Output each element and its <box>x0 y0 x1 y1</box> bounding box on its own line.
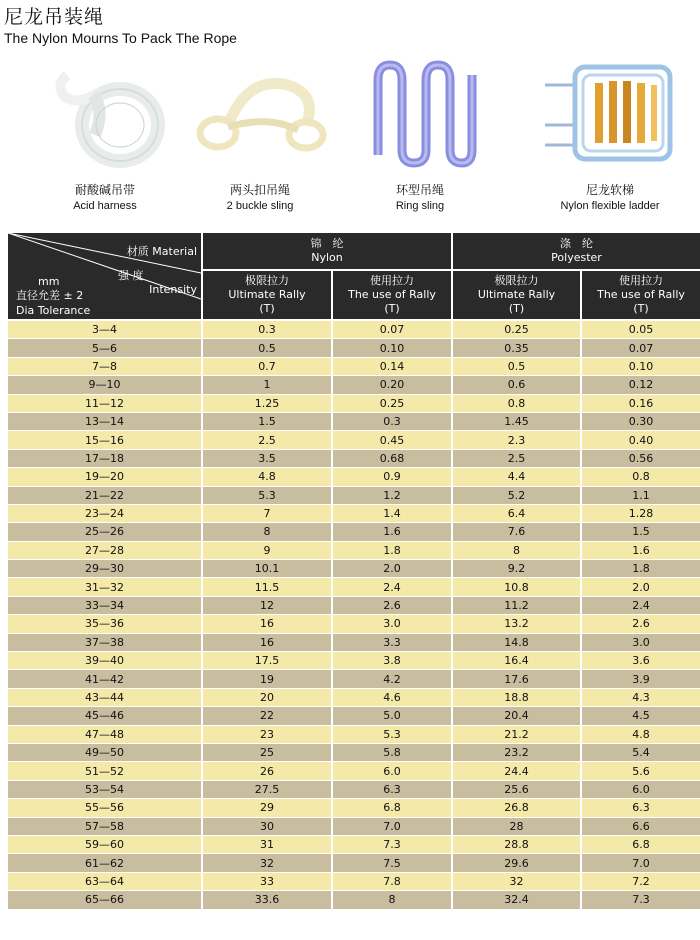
product-name-cn: 两头扣吊绳 <box>229 183 290 197</box>
nylon-use-cell: 1.2 <box>333 487 453 505</box>
table-row <box>8 799 700 817</box>
page-title-cn: 尼龙吊装绳 <box>4 6 105 28</box>
poly-use-cell: 2.6 <box>582 615 700 633</box>
product-nylon-ladder <box>520 55 700 212</box>
nylon-ultimate-cell: 16 <box>203 615 333 633</box>
table-row <box>8 634 700 652</box>
nylon-ultimate-cell: 32 <box>203 854 333 872</box>
diameter-cell: 19—20 <box>8 468 203 486</box>
diameter-cell: 7—8 <box>8 358 203 376</box>
diameter-cell: 23—24 <box>8 505 203 523</box>
nylon-use-cell: 5.8 <box>333 744 453 762</box>
product-name-en: Nylon flexible ladder <box>560 200 660 212</box>
nylon-ultimate-cell: 11.5 <box>203 578 333 596</box>
nylon-use-cell: 0.14 <box>333 358 453 376</box>
table-row <box>8 339 700 357</box>
poly-ultimate-cell: 6.4 <box>453 505 582 523</box>
ring-sling-image <box>360 55 480 173</box>
sub-cn: 使用拉力 <box>619 274 663 287</box>
nylon-ultimate-cell: 29 <box>203 799 333 817</box>
nylon-ultimate-cell: 8 <box>203 523 333 541</box>
acid-harness-image <box>45 55 165 173</box>
nylon-ultimate-cell: 25 <box>203 744 333 762</box>
table-row <box>8 560 700 578</box>
poly-ultimate-cell: 25.6 <box>453 781 582 799</box>
nylon-use-cell: 2.0 <box>333 560 453 578</box>
diameter-cell: 43—44 <box>8 689 203 707</box>
table-row <box>8 376 700 394</box>
table-row <box>8 615 700 633</box>
nylon-use-cell: 0.68 <box>333 450 453 468</box>
table-row <box>8 762 700 780</box>
poly-use-cell: 3.6 <box>582 652 700 670</box>
poly-ultimate-cell: 9.2 <box>453 560 582 578</box>
product-name-en: Ring sling <box>395 200 445 212</box>
nylon-ultimate-cell: 22 <box>203 707 333 725</box>
nylon-use-cell: 1.6 <box>333 523 453 541</box>
nylon-ultimate-cell: 0.7 <box>203 358 333 376</box>
diameter-cell: 39—40 <box>8 652 203 670</box>
table-row <box>8 450 700 468</box>
table-row <box>8 854 700 872</box>
poly-ultimate-cell: 0.5 <box>453 358 582 376</box>
table-row <box>8 431 700 449</box>
nylon-use-cell: 5.3 <box>333 726 453 744</box>
diameter-cell: 29—30 <box>8 560 203 578</box>
nylon-ultimate-cell: 20 <box>203 689 333 707</box>
table-row <box>8 542 700 560</box>
nylon-use-cell: 7.5 <box>333 854 453 872</box>
table-row <box>8 744 700 762</box>
nylon-use-cell: 6.8 <box>333 799 453 817</box>
poly-ultimate-cell: 28.8 <box>453 836 582 854</box>
poly-ultimate-cell: 2.5 <box>453 450 582 468</box>
poly-use-cell: 4.3 <box>582 689 700 707</box>
poly-use-cell: 4.5 <box>582 707 700 725</box>
mm-label: mm <box>38 275 60 288</box>
table-row <box>8 578 700 596</box>
diameter-cell: 31—32 <box>8 578 203 596</box>
product-acid-harness <box>30 55 180 212</box>
group-en: Nylon <box>311 251 343 264</box>
product-name-cn: 耐酸碱吊带 <box>74 183 135 197</box>
poly-use-cell: 2.0 <box>582 578 700 596</box>
diameter-cell: 49—50 <box>8 744 203 762</box>
sub-unit: (T) <box>259 302 275 315</box>
nylon-use-cell: 5.0 <box>333 707 453 725</box>
table-row <box>8 707 700 725</box>
page-title-en: The Nylon Mourns To Pack The Rope <box>4 30 237 46</box>
product-name-en: Acid harness <box>73 200 137 212</box>
group-cn: 涤 纶 <box>560 237 593 250</box>
table-row <box>8 891 700 909</box>
diameter-cell: 55—56 <box>8 799 203 817</box>
diameter-cell: 51—52 <box>8 762 203 780</box>
diameter-cell: 17—18 <box>8 450 203 468</box>
corner-header <box>8 233 203 321</box>
table-row <box>8 523 700 541</box>
diameter-cell: 21—22 <box>8 487 203 505</box>
poly-ultimate-cell: 2.3 <box>453 431 582 449</box>
poly-use-cell: 0.30 <box>582 413 700 431</box>
nylon-ultimate-cell: 2.5 <box>203 431 333 449</box>
group-en: Polyester <box>551 251 602 264</box>
poly-ultimate-cell: 32.4 <box>453 891 582 909</box>
poly-ultimate-cell: 8 <box>453 542 582 560</box>
nylon-ultimate-cell: 17.5 <box>203 652 333 670</box>
diameter-cell: 27—28 <box>8 542 203 560</box>
table-row <box>8 726 700 744</box>
poly-use-cell: 1.8 <box>582 560 700 578</box>
table-row <box>8 321 700 339</box>
diameter-cell: 53—54 <box>8 781 203 799</box>
poly-ultimate-cell: 13.2 <box>453 615 582 633</box>
poly-ultimate-cell: 24.4 <box>453 762 582 780</box>
intensity-cn: 强 度 <box>118 269 144 282</box>
group-cn: 锦 纶 <box>310 237 344 250</box>
nylon-use-cell: 2.4 <box>333 578 453 596</box>
sub-nylon-ultimate <box>203 271 333 321</box>
table-row <box>8 670 700 688</box>
sub-cn: 极限拉力 <box>245 274 289 287</box>
poly-ultimate-cell: 29.6 <box>453 854 582 872</box>
nylon-ultimate-cell: 4.8 <box>203 468 333 486</box>
product-name-en: 2 buckle sling <box>226 200 294 212</box>
diameter-cell: 25—26 <box>8 523 203 541</box>
nylon-ultimate-cell: 26 <box>203 762 333 780</box>
nylon-ultimate-cell: 9 <box>203 542 333 560</box>
diameter-cell: 33—34 <box>8 597 203 615</box>
group-nylon <box>203 233 453 271</box>
poly-use-cell: 6.3 <box>582 799 700 817</box>
nylon-use-cell: 0.3 <box>333 413 453 431</box>
table-row <box>8 873 700 891</box>
nylon-use-cell: 3.3 <box>333 634 453 652</box>
nylon-ultimate-cell: 0.5 <box>203 339 333 357</box>
product-name-cn: 尼龙软梯 <box>585 183 634 197</box>
buckle-sling-image <box>188 55 333 173</box>
nylon-use-cell: 7.3 <box>333 836 453 854</box>
poly-use-cell: 2.4 <box>582 597 700 615</box>
nylon-use-cell: 4.2 <box>333 670 453 688</box>
poly-use-cell: 0.10 <box>582 358 700 376</box>
poly-use-cell: 7.3 <box>582 891 700 909</box>
poly-ultimate-cell: 5.2 <box>453 487 582 505</box>
diameter-cell: 59—60 <box>8 836 203 854</box>
nylon-use-cell: 0.20 <box>333 376 453 394</box>
poly-use-cell: 0.05 <box>582 321 700 339</box>
dia-cn: 直径允差 ± 2 <box>16 289 84 302</box>
nylon-use-cell: 2.6 <box>333 597 453 615</box>
nylon-use-cell: 8 <box>333 891 453 909</box>
nylon-ultimate-cell: 12 <box>203 597 333 615</box>
poly-use-cell: 0.8 <box>582 468 700 486</box>
sub-poly-ultimate <box>453 271 582 321</box>
poly-use-cell: 7.0 <box>582 854 700 872</box>
nylon-use-cell: 3.8 <box>333 652 453 670</box>
table-row <box>8 487 700 505</box>
poly-ultimate-cell: 0.25 <box>453 321 582 339</box>
nylon-ultimate-cell: 1.5 <box>203 413 333 431</box>
sub-unit: (T) <box>633 302 649 315</box>
nylon-use-cell: 1.4 <box>333 505 453 523</box>
poly-ultimate-cell: 20.4 <box>453 707 582 725</box>
nylon-ultimate-cell: 30 <box>203 818 333 836</box>
table-row <box>8 652 700 670</box>
diameter-cell: 13—14 <box>8 413 203 431</box>
dia-en: Dia Tolerance <box>16 304 91 317</box>
diameter-cell: 35—36 <box>8 615 203 633</box>
poly-use-cell: 5.4 <box>582 744 700 762</box>
poly-ultimate-cell: 18.8 <box>453 689 582 707</box>
sub-unit: (T) <box>384 302 400 315</box>
nylon-use-cell: 3.0 <box>333 615 453 633</box>
product-gallery <box>0 55 700 215</box>
poly-ultimate-cell: 21.2 <box>453 726 582 744</box>
diameter-cell: 47—48 <box>8 726 203 744</box>
poly-ultimate-cell: 23.2 <box>453 744 582 762</box>
nylon-ultimate-cell: 27.5 <box>203 781 333 799</box>
table-row <box>8 597 700 615</box>
nylon-ultimate-cell: 31 <box>203 836 333 854</box>
nylon-use-cell: 6.0 <box>333 762 453 780</box>
spec-table-body <box>8 321 700 910</box>
poly-ultimate-cell: 10.8 <box>453 578 582 596</box>
nylon-use-cell: 1.8 <box>333 542 453 560</box>
group-polyester <box>453 233 700 271</box>
nylon-use-cell: 0.45 <box>333 431 453 449</box>
sub-en: Ultimate Rally <box>228 288 306 301</box>
nylon-ultimate-cell: 1 <box>203 376 333 394</box>
spec-table <box>8 233 700 910</box>
nylon-ultimate-cell: 5.3 <box>203 487 333 505</box>
poly-use-cell: 0.16 <box>582 395 700 413</box>
nylon-use-cell: 7.0 <box>333 818 453 836</box>
sub-en: The use of Rally <box>597 288 685 301</box>
poly-ultimate-cell: 17.6 <box>453 670 582 688</box>
diameter-cell: 63—64 <box>8 873 203 891</box>
product-buckle-sling <box>185 55 335 212</box>
poly-use-cell: 6.8 <box>582 836 700 854</box>
nylon-ultimate-cell: 1.25 <box>203 395 333 413</box>
poly-use-cell: 3.0 <box>582 634 700 652</box>
diameter-cell: 61—62 <box>8 854 203 872</box>
sub-cn: 极限拉力 <box>494 274 539 287</box>
table-row <box>8 836 700 854</box>
sub-en: Ultimate Rally <box>477 288 556 301</box>
intensity-en: Intensity <box>149 283 197 296</box>
poly-use-cell: 5.6 <box>582 762 700 780</box>
nylon-ultimate-cell: 16 <box>203 634 333 652</box>
sub-en: The use of Rally <box>348 288 436 301</box>
material-label: 材质 Material <box>126 245 197 258</box>
poly-use-cell: 0.07 <box>582 339 700 357</box>
sub-cn: 使用拉力 <box>370 274 414 287</box>
nylon-ultimate-cell: 23 <box>203 726 333 744</box>
diameter-cell: 41—42 <box>8 670 203 688</box>
poly-use-cell: 4.8 <box>582 726 700 744</box>
poly-ultimate-cell: 0.35 <box>453 339 582 357</box>
nylon-use-cell: 7.8 <box>333 873 453 891</box>
poly-ultimate-cell: 0.6 <box>453 376 582 394</box>
poly-ultimate-cell: 28 <box>453 818 582 836</box>
poly-use-cell: 0.12 <box>582 376 700 394</box>
diameter-cell: 5—6 <box>8 339 203 357</box>
nylon-ultimate-cell: 3.5 <box>203 450 333 468</box>
poly-use-cell: 1.1 <box>582 487 700 505</box>
nylon-use-cell: 0.25 <box>333 395 453 413</box>
nylon-ultimate-cell: 7 <box>203 505 333 523</box>
diameter-cell: 15—16 <box>8 431 203 449</box>
table-row <box>8 781 700 799</box>
diameter-cell: 57—58 <box>8 818 203 836</box>
diameter-cell: 37—38 <box>8 634 203 652</box>
poly-ultimate-cell: 1.45 <box>453 413 582 431</box>
sub-poly-use <box>582 271 700 321</box>
poly-use-cell: 0.40 <box>582 431 700 449</box>
nylon-use-cell: 0.9 <box>333 468 453 486</box>
nylon-ultimate-cell: 19 <box>203 670 333 688</box>
table-row <box>8 395 700 413</box>
table-row <box>8 689 700 707</box>
nylon-use-cell: 6.3 <box>333 781 453 799</box>
table-row <box>8 468 700 486</box>
poly-ultimate-cell: 11.2 <box>453 597 582 615</box>
poly-use-cell: 1.6 <box>582 542 700 560</box>
diameter-cell: 3—4 <box>8 321 203 339</box>
poly-use-cell: 0.56 <box>582 450 700 468</box>
table-row <box>8 818 700 836</box>
poly-ultimate-cell: 7.6 <box>453 523 582 541</box>
poly-use-cell: 3.9 <box>582 670 700 688</box>
poly-use-cell: 7.2 <box>582 873 700 891</box>
nylon-use-cell: 0.07 <box>333 321 453 339</box>
diameter-cell: 45—46 <box>8 707 203 725</box>
nylon-use-cell: 4.6 <box>333 689 453 707</box>
nylon-ladder-image <box>535 55 685 173</box>
poly-ultimate-cell: 16.4 <box>453 652 582 670</box>
table-row <box>8 505 700 523</box>
poly-ultimate-cell: 32 <box>453 873 582 891</box>
diameter-cell: 11—12 <box>8 395 203 413</box>
poly-use-cell: 1.5 <box>582 523 700 541</box>
poly-use-cell: 1.28 <box>582 505 700 523</box>
product-ring-sling <box>350 55 490 212</box>
nylon-ultimate-cell: 0.3 <box>203 321 333 339</box>
poly-use-cell: 6.0 <box>582 781 700 799</box>
sub-nylon-use <box>333 271 453 321</box>
diameter-cell: 65—66 <box>8 891 203 909</box>
diameter-cell: 9—10 <box>8 376 203 394</box>
poly-use-cell: 6.6 <box>582 818 700 836</box>
nylon-ultimate-cell: 33 <box>203 873 333 891</box>
nylon-use-cell: 0.10 <box>333 339 453 357</box>
table-row <box>8 413 700 431</box>
poly-ultimate-cell: 26.8 <box>453 799 582 817</box>
poly-ultimate-cell: 4.4 <box>453 468 582 486</box>
nylon-ultimate-cell: 33.6 <box>203 891 333 909</box>
table-row <box>8 358 700 376</box>
product-name-cn: 环型吊绳 <box>395 183 444 197</box>
poly-ultimate-cell: 0.8 <box>453 395 582 413</box>
poly-ultimate-cell: 14.8 <box>453 634 582 652</box>
nylon-ultimate-cell: 10.1 <box>203 560 333 578</box>
sub-unit: (T) <box>508 302 525 315</box>
